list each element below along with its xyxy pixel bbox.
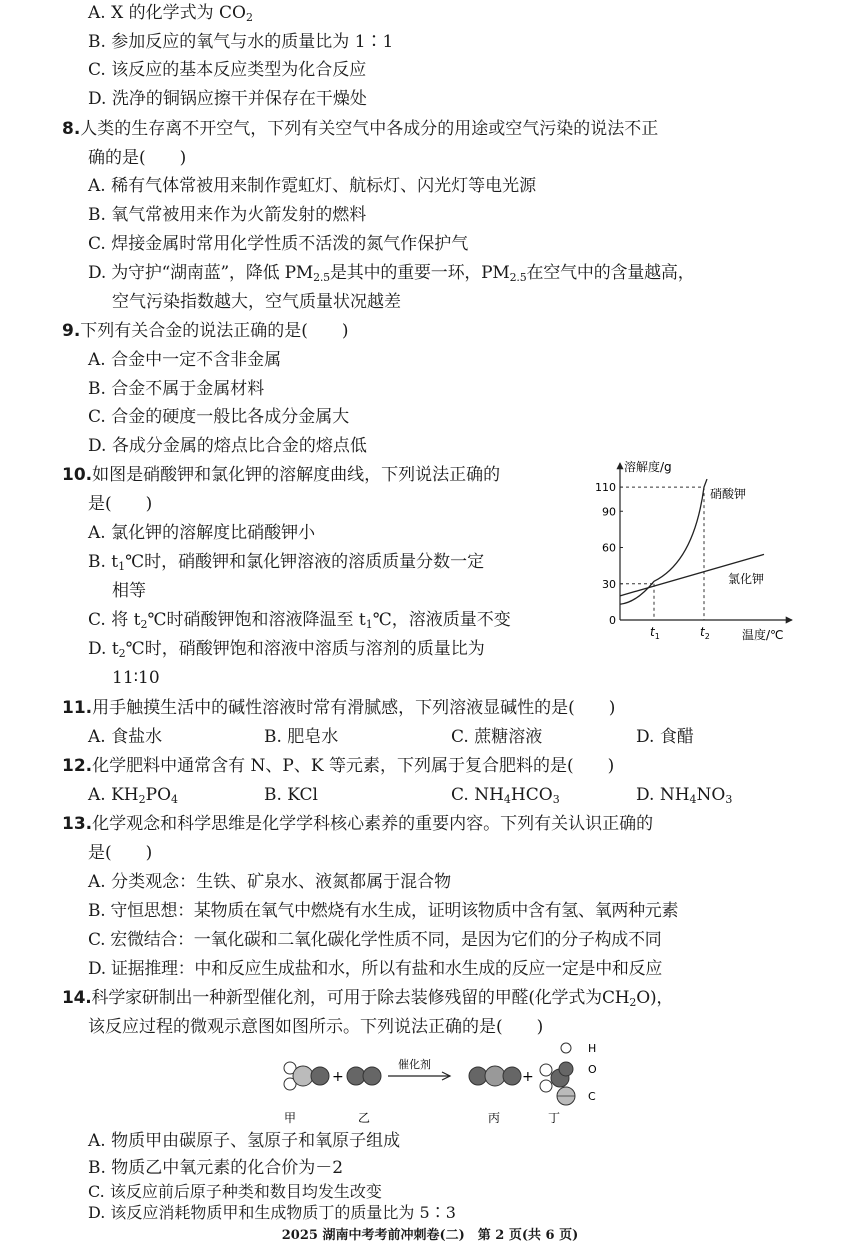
plus-2: + — [522, 1069, 534, 1085]
q14-option-b: B. 物质乙中氧元素的化合价为－2 — [88, 1158, 344, 1178]
q8-option-d-cont: 空气污染指数越大，空气质量状况越差 — [112, 292, 401, 312]
q8-option-c: C. 焊接金属时常用化学性质不活泼的氮气作保护气 — [88, 234, 469, 254]
q11-option-d: D. 食醋 — [636, 727, 694, 747]
q11-option-b: B. 肥皂水 — [264, 727, 339, 747]
q14-option-a: A. 物质甲由碳原子、氢原子和氧原子组成 — [88, 1131, 401, 1151]
solubility-chart — [592, 455, 807, 655]
label-jia: 甲 — [284, 1111, 297, 1125]
q8-stem-cont: 确的是( ) — [88, 148, 187, 168]
q7-option-d: D. 洗净的铜锅应擦干并保存在干燥处 — [88, 89, 367, 109]
legend-kno3: 硝酸钾 — [710, 487, 747, 501]
y-tick-label: 110 — [595, 481, 616, 495]
q9-option-c: C. 合金的硬度一般比各成分金属大 — [88, 407, 350, 427]
q13-option-b: B. 守恒思想：某物质在氧气中燃烧有水生成，证明该物质中含有氢、氧两种元素 — [88, 901, 679, 921]
series-line-kno3 — [620, 479, 707, 604]
catalyst-label: 催化剂 — [398, 1058, 431, 1071]
q12-option-d: D. $NH_4NO_3$ — [636, 785, 733, 806]
q8-stem: 8.人类的生存离不开空气，下列有关空气中各成分的用途或空气污染的说法不正 — [62, 119, 659, 139]
y-axis-label: 溶解度/g — [624, 460, 672, 474]
y-tick-label: 90 — [602, 505, 616, 519]
q9-option-a: A. 合金中一定不含非金属 — [88, 350, 282, 370]
label-ding: 丁 — [548, 1111, 561, 1125]
legend-o: O — [588, 1063, 597, 1076]
label-bing: 丙 — [488, 1111, 501, 1125]
legend-h: H — [588, 1042, 597, 1055]
q12-option-c: C. $NH_4HCO_3$ — [451, 785, 560, 806]
q8-option-a: A. 稀有气体常被用来制作霓虹灯、航标灯、闪光灯等电光源 — [88, 176, 537, 196]
q10-option-b-cont: 相等 — [112, 581, 146, 601]
q13-stem-cont: 是( ) — [88, 843, 153, 863]
q10-option-a: A. 氯化钾的溶解度比硝酸钾小 — [88, 523, 316, 543]
label-yi: 乙 — [358, 1111, 371, 1125]
page-footer: 2025 湖南中考考前冲刺卷(二) 第 2 页(共 6 页) — [281, 1228, 579, 1243]
q7-option-a: A. X 的化学式为 $CO_2$ — [88, 3, 253, 24]
q10-option-d-cont: 11∶10 — [112, 668, 160, 688]
q13-option-a: A. 分类观念：生铁、矿泉水、液氮都属于混合物 — [88, 872, 452, 892]
q10-stem-cont: 是( ) — [88, 494, 153, 514]
q13-stem: 13.化学观念和科学思维是化学学科核心素养的重要内容。下列有关认识正确的 — [62, 814, 654, 834]
molecule-bing — [469, 1066, 521, 1086]
q13-option-d: D. 证据推理：中和反应生成盐和水，所以有盐和水生成的反应一定是中和反应 — [88, 959, 663, 979]
q9-option-d: D. 各成分金属的熔点比合金的熔点低 — [88, 436, 367, 456]
q8-option-b: B. 氧气常被用来作为火箭发射的燃料 — [88, 205, 367, 225]
q7-option-b: B. 参加反应的氧气与水的质量比为 1∶1 — [88, 32, 394, 52]
q11-option-c: C. 蔗糖溶液 — [451, 727, 543, 747]
q10-option-b: B. $t_1℃$时，硝酸钾和氯化钾溶液的溶质质量分数一定 — [88, 552, 485, 573]
q10-option-d: D. $t_2℃$时，硝酸钾饱和溶液中溶质与溶剂的质量比为 — [88, 639, 485, 660]
q11-option-a: A. 食盐水 — [88, 727, 163, 747]
y-tick-label: 60 — [602, 541, 616, 555]
y-tick-label: 0 — [609, 614, 616, 627]
molecule-jia — [284, 1062, 329, 1090]
q14-stem: 14.科学家研制出一种新型催化剂，可用于除去装修残留的甲醛(化学式为$CH_2O$)， — [62, 988, 674, 1009]
molecule-yi — [347, 1067, 381, 1085]
q7-option-c: C. 该反应的基本反应类型为化合反应 — [88, 60, 367, 80]
y-tick-label: 30 — [602, 577, 616, 591]
q14-option-d: D. 该反应消耗物质甲和生成物质丁的质量比为 5∶3 — [88, 1203, 456, 1222]
q12-stem: 12.化学肥料中通常含有 N、P、K 等元素，下列属于复合肥料的是( ) — [62, 756, 615, 776]
q9-stem: 9.下列有关合金的说法正确的是( ) — [62, 321, 349, 341]
x-tick-label: $t_1$ — [650, 625, 660, 641]
q11-stem: 11.用手触摸生活中的碱性溶液时常有滑腻感，下列溶液显碱性的是( ) — [62, 698, 616, 718]
q10-option-c: C. 将 $t_2℃$时硝酸钾饱和溶液降温至 $t_1℃$，溶液质量不变 — [88, 610, 511, 631]
x-axis-label: 温度/℃ — [742, 628, 784, 642]
q14-option-c: C. 该反应前后原子种类和数目均发生改变 — [88, 1182, 382, 1201]
legend-c: C — [588, 1090, 596, 1103]
q10-stem: 10.如图是硝酸钾和氯化钾的溶解度曲线，下列说法正确的 — [62, 465, 501, 485]
q12-option-b: B. KCl — [264, 785, 318, 805]
q12-option-a: A. $KH_2PO_4$ — [88, 785, 179, 806]
q8-option-d: D. 为守护“湖南蓝”，降低 $PM_{2.5}$是其中的重要一环，$PM_{2.5}$在空气中的含量越高， — [88, 263, 695, 284]
q14-stem-cont: 该反应过程的微观示意图如图所示。下列说法正确的是( ) — [88, 1017, 544, 1037]
plus-1: + — [332, 1069, 344, 1085]
legend-kcl: 氯化钾 — [728, 572, 765, 586]
x-tick-label: $t_2$ — [700, 625, 710, 641]
q9-option-b: B. 合金不属于金属材料 — [88, 379, 265, 399]
q13-option-c: C. 宏微结合：一氧化碳和二氧化碳化学性质不同，是因为它们的分子构成不同 — [88, 930, 662, 950]
reaction-diagram — [270, 1038, 620, 1128]
